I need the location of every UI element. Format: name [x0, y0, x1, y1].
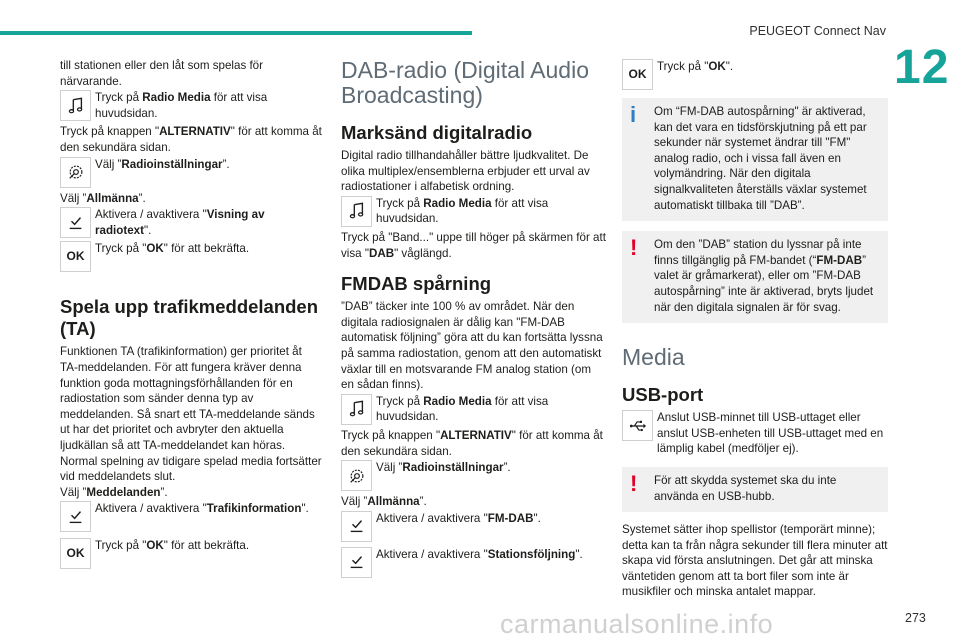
- music-note-icon: [341, 394, 372, 425]
- paragraph: Tryck på "Band..." uppe till höger på skärmen för att visa "DAB" våglängd.: [341, 230, 606, 260]
- radio-settings-icon: [60, 157, 91, 188]
- column-1: [60, 58, 322, 572]
- ok-button-icon: OK: [60, 538, 91, 569]
- step-text: Tryck på "OK" för att bekräfta.: [95, 539, 250, 553]
- column-2: [341, 58, 606, 581]
- ok-button-icon: OK: [60, 241, 91, 272]
- exclamation-icon: !: [630, 235, 638, 261]
- note-text: Om den ”DAB” station du lyssnar på inte finns tillgänglig på FM-bandet (“FM-DAB” valet är gråmarkerat), eller om ”FM-DAB autospårning” inte är aktiverad, bryts ljudet när den digitala signalen är för svag.: [654, 238, 874, 314]
- radio-settings-icon: [341, 460, 372, 491]
- step-text: Tryck på Radio Media för att visa huvudsidan.: [376, 394, 549, 424]
- step-text: Aktivera / avaktivera "Visning av radiotext".: [95, 208, 265, 237]
- step-usb: [622, 410, 888, 457]
- music-note-icon: [341, 196, 372, 227]
- paragraph: ”DAB” täcker inte 100 % av området. När den digitala radiosignalen är dålig kan "FM-DAB automatisk följning” göra att du kan fortsätta lyssna på samma radiostation, genom att den automatiskt växlar till en motsvarande FM analog station (om en sådan finns).: [341, 300, 603, 392]
- step-text: Aktivera / avaktivera "Trafikinformation".: [95, 502, 309, 516]
- warning-note: [622, 231, 888, 323]
- info-note: [622, 98, 888, 221]
- info-icon: i: [630, 102, 637, 127]
- paragraph: Funktionen TA (trafikinformation) ger prioritet åt TA-meddelanden. För att fungera kräver denna funktion goda mottagningsförhållanden för en radiostation som sänder denna typ av meddelanden. Så snart ett TA-meddelande sänds ut har det prioritet och avbryter den aktuella ljudkällan så att TA-meddelandet kan höras. Normal spelning av tidigare spelad media fortsätter vid meddelandets slut.: [60, 345, 322, 484]
- checkbox-icon: [60, 207, 91, 238]
- paragraph: Välj ”Allmänna”.: [60, 191, 146, 205]
- step-text: Aktivera / avaktivera "Stationsföljning".: [376, 547, 583, 561]
- checkbox-icon: [341, 547, 372, 578]
- step-radio-media: [60, 90, 322, 121]
- note-text: Om “FM-DAB autospårning" är aktiverad, kan det vara en tidsförskjutning på ett par sekunder när systemet ändrar till "FM" analog radio, och i vissa fall även en volymändring. När den digitala signalkvaliteten återställs växlar systemet automatiskt tillbaka till ”DAB”.: [654, 105, 867, 212]
- paragraph: Välj ”Allmänna”.: [341, 495, 427, 509]
- checkbox-icon: [341, 511, 372, 542]
- paragraph: Tryck på knappen "ALTERNATIV" för att komma åt den sekundära sidan.: [341, 428, 603, 458]
- step-ok: [60, 538, 322, 569]
- header-accent-bar: [0, 31, 472, 35]
- paragraph: Tryck på knappen "ALTERNATIV" för att komma åt den sekundära sidan.: [60, 125, 322, 154]
- paragraph: Systemet sätter ihop spellistor (temporärt minne); detta kan ta från några sekunder till flera minuter att skapa vid första anslutningen. Det går att minska väntetiden genom att ta bort filer som inte är musikfiler och minska antalet mappar.: [622, 523, 888, 599]
- section-heading-terrestrial: Marksänd digitalradio: [341, 122, 533, 143]
- section-heading-media: Media: [622, 344, 685, 371]
- step-radio-settings: [60, 157, 322, 188]
- usb-icon: [622, 410, 653, 441]
- step-text: Aktivera / avaktivera "FM-DAB".: [376, 511, 541, 525]
- column-3: [622, 58, 888, 600]
- paragraph: till stationen eller den låt som spelas för närvarande.: [60, 59, 263, 88]
- ok-button-icon: OK: [622, 59, 653, 90]
- music-note-icon: [60, 90, 91, 121]
- step-text: Tryck på "OK".: [657, 60, 734, 73]
- watermark: carmanualsonline.info: [500, 609, 774, 639]
- step-radio-settings: [341, 460, 606, 491]
- header-title: PEUGEOT Connect Nav: [749, 24, 886, 38]
- step-text: Välj ”Radioinställningar”.: [376, 461, 511, 475]
- chapter-number: 12: [894, 41, 950, 94]
- step-traffic-info: [60, 501, 322, 532]
- paragraph: Digital radio tillhandahåller bättre ljudkvalitet. De olika multiplex/ensemblerna erbjuder ett urval av radiostationer i alfabetisk ordning.: [341, 149, 590, 194]
- step-text: Tryck på "OK" för att bekräfta.: [95, 242, 250, 256]
- step-ok: [60, 241, 322, 272]
- step-radio-media: [341, 394, 606, 425]
- section-heading-ta: Spela upp trafikmeddelanden (TA): [60, 296, 319, 340]
- step-radio-media: [341, 196, 606, 227]
- step-text: Välj ”Radioinställningar”.: [95, 157, 230, 171]
- checkbox-icon: [60, 501, 91, 532]
- paragraph: Välj ”Meddelanden”.: [60, 485, 168, 499]
- step-text: Anslut USB-minnet till USB-uttaget eller anslut USB-enheten till USB-uttaget med en lämplig kabel (medföljer ej).: [657, 411, 884, 456]
- step-text: Tryck på Radio Media för att visa huvudsidan.: [376, 196, 549, 226]
- step-station-follow: [341, 547, 606, 578]
- section-heading-usb: USB-port: [622, 384, 704, 406]
- step-fm-dab: [341, 511, 606, 542]
- section-heading-dab: DAB-radio (Digital Audio Broadcasting): [341, 57, 590, 108]
- step-radiotext: [60, 207, 322, 238]
- exclamation-icon: !: [630, 470, 638, 496]
- step-ok: [622, 59, 888, 90]
- note-text: För att skydda systemet ska du inte använda en USB-hubb.: [654, 473, 837, 503]
- page-number: 273: [905, 611, 926, 625]
- section-heading-fmdab: FMDAB spårning: [341, 273, 492, 295]
- warning-note: [622, 467, 888, 512]
- step-text: Tryck på Radio Media för att visa huvudsidan.: [95, 91, 268, 120]
